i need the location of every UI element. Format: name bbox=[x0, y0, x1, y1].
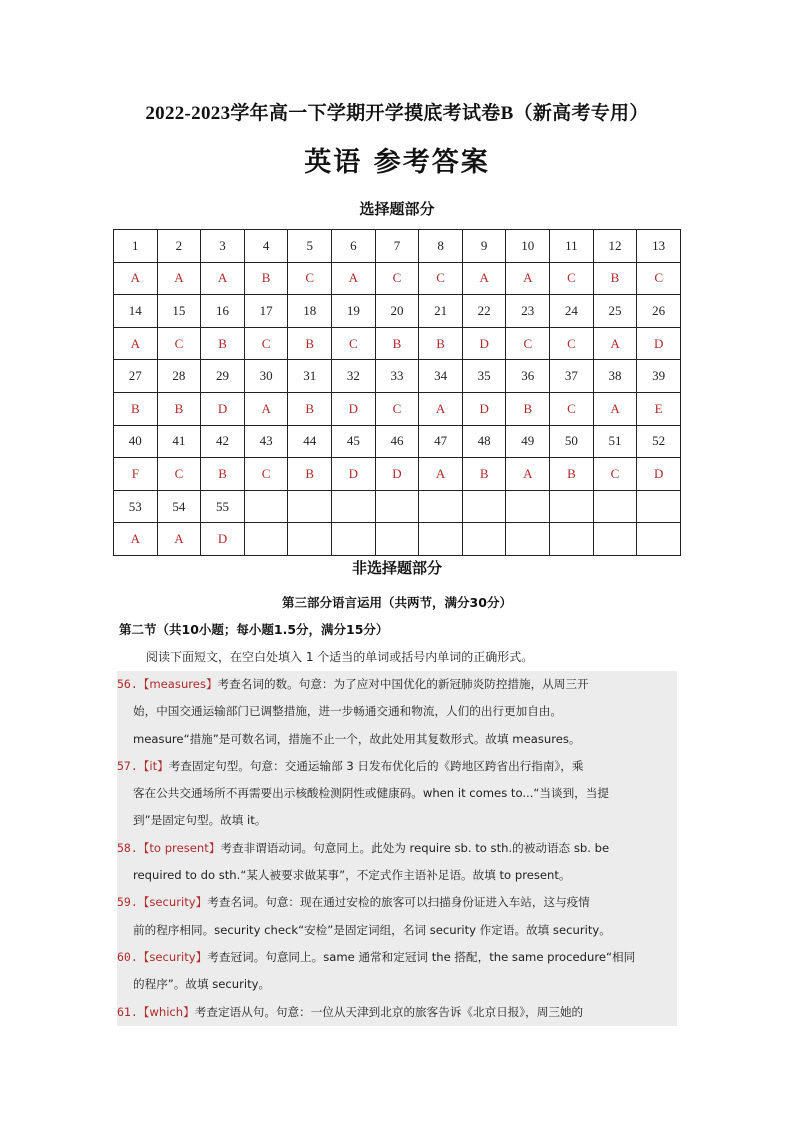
answer-cell: A bbox=[462, 262, 506, 295]
question-number-cell: 40 bbox=[114, 425, 158, 458]
explanation-text: 前的程序相同。security check“安检”是固定词组，名词 security 作定语。故填 security。 bbox=[133, 922, 611, 937]
question-number-cell: 49 bbox=[506, 425, 550, 458]
explanation-text: 考查非谓语动词。句意同上。此处为 require sb. to sth.的被动语态 sb. be bbox=[220, 840, 610, 855]
question-number-cell: 5 bbox=[288, 230, 332, 263]
answer-cell: A bbox=[114, 523, 158, 556]
explanation-line bbox=[117, 726, 677, 753]
answer-cell: C bbox=[157, 458, 201, 491]
answer-cell: A bbox=[332, 262, 376, 295]
answer-cell bbox=[550, 523, 594, 556]
question-number-cell: 12 bbox=[593, 230, 637, 263]
answer-cell: D bbox=[201, 523, 245, 556]
answer-cell: E bbox=[637, 392, 681, 425]
question-number-cell: 31 bbox=[288, 360, 332, 393]
question-number-cell: 44 bbox=[288, 425, 332, 458]
question-number-cell: 50 bbox=[550, 425, 594, 458]
answer-cell: C bbox=[332, 327, 376, 360]
part-title: 第三部分语言运用（共两节，满分30分） bbox=[282, 595, 512, 610]
explanation-text: 考查名词的数。句意：为了应对中国优化的新冠肺炎防控措施，从周三开 bbox=[217, 677, 589, 691]
answer-cell: D bbox=[637, 458, 681, 491]
explanation-line bbox=[117, 835, 677, 862]
explanation-line bbox=[117, 862, 677, 889]
nonchoice-section-heading: 非选择题部分 bbox=[351, 559, 442, 577]
answer-cell: B bbox=[506, 392, 550, 425]
answer-cell bbox=[462, 523, 506, 556]
answer-cell: C bbox=[550, 262, 594, 295]
item-number: 60. bbox=[117, 949, 138, 964]
explanation-line bbox=[117, 889, 677, 916]
answer-cell bbox=[506, 523, 550, 556]
item-answer-key: 【to present】 bbox=[137, 840, 221, 855]
question-number-cell: 47 bbox=[419, 425, 463, 458]
instruction-text: 阅读下面短文，在空白处填入 1 个适当的单词或括号内单词的正确形式。 bbox=[146, 650, 534, 664]
question-number-row bbox=[114, 230, 681, 263]
answer-cell: A bbox=[506, 262, 550, 295]
answer-explanation-item bbox=[117, 944, 677, 999]
answer-cell: C bbox=[288, 262, 332, 295]
answer-table bbox=[113, 229, 681, 556]
question-number-cell: 15 bbox=[157, 295, 201, 328]
question-number-cell: 35 bbox=[462, 360, 506, 393]
question-number-cell: 11 bbox=[550, 230, 594, 263]
answer-explanation-item bbox=[117, 889, 677, 944]
question-number-cell bbox=[375, 490, 419, 523]
question-number-cell: 53 bbox=[114, 490, 158, 523]
answer-row bbox=[114, 327, 681, 360]
question-number-row bbox=[114, 490, 681, 523]
answer-explanation-item bbox=[117, 835, 677, 890]
explanation-line bbox=[117, 698, 677, 725]
answer-cell: D bbox=[201, 392, 245, 425]
question-number-cell: 51 bbox=[593, 425, 637, 458]
answer-cell bbox=[288, 523, 332, 556]
answer-row bbox=[114, 392, 681, 425]
answer-cell: D bbox=[375, 458, 419, 491]
item-number: 56. bbox=[117, 677, 138, 691]
question-number-cell: 39 bbox=[637, 360, 681, 393]
question-number-cell: 19 bbox=[332, 295, 376, 328]
explanation-line bbox=[117, 780, 677, 807]
item-number: 61. bbox=[117, 1004, 138, 1019]
answer-cell: C bbox=[375, 392, 419, 425]
question-number-cell: 48 bbox=[462, 425, 506, 458]
answer-cell: A bbox=[244, 392, 288, 425]
question-number-cell bbox=[550, 490, 594, 523]
answer-cell: C bbox=[157, 327, 201, 360]
answer-cell: B bbox=[550, 458, 594, 491]
item-answer-key: 【it】 bbox=[137, 758, 169, 773]
exam-subtitle: 英语 参考答案 bbox=[304, 147, 490, 178]
answer-cell: B bbox=[244, 262, 288, 295]
answer-cell: C bbox=[550, 327, 594, 360]
question-number-cell: 26 bbox=[637, 295, 681, 328]
question-number-cell: 8 bbox=[419, 230, 463, 263]
answer-cell: C bbox=[593, 458, 637, 491]
item-answer-key: 【which】 bbox=[137, 1004, 195, 1019]
question-number-cell: 6 bbox=[332, 230, 376, 263]
question-number-cell: 7 bbox=[375, 230, 419, 263]
explanation-line bbox=[117, 671, 677, 698]
explanation-text: 考查名词。句意：现在通过安检的旅客可以扫描身份证进入车站，这与疫情 bbox=[207, 895, 590, 910]
question-number-cell: 21 bbox=[419, 295, 463, 328]
answer-cell bbox=[244, 523, 288, 556]
answer-cell: C bbox=[637, 262, 681, 295]
question-number-cell: 3 bbox=[201, 230, 245, 263]
question-number-cell: 23 bbox=[506, 295, 550, 328]
answer-cell: B bbox=[593, 262, 637, 295]
explanation-text: 客在公共交通场所不再需要出示核酸检测阴性或健康码。when it comes to...“当谈到，当提 bbox=[133, 786, 609, 801]
explanation-text: required to do sth.“某人被要求做某事”，不定式作主语补足语。故填 to present。 bbox=[133, 868, 571, 883]
question-number-cell: 45 bbox=[332, 425, 376, 458]
explanation-text: 考查冠词。句意同上。same 通常和定冠词 the 搭配，the same procedure“相同 bbox=[207, 949, 636, 964]
answer-cell bbox=[419, 523, 463, 556]
question-number-cell bbox=[244, 490, 288, 523]
question-number-cell: 52 bbox=[637, 425, 681, 458]
answer-cell bbox=[593, 523, 637, 556]
section-title: 第二节（共10小题；每小题1.5分，满分15分） bbox=[119, 622, 389, 637]
answer-cell: C bbox=[244, 327, 288, 360]
answer-explanation-item bbox=[117, 753, 677, 835]
answer-cell: B bbox=[201, 458, 245, 491]
answer-cell: D bbox=[462, 327, 506, 360]
answer-cell bbox=[332, 523, 376, 556]
explanation-text: 始，中国交通运输部门已调整措施，进一步畅通交通和物流，人们的出行更加自由。 bbox=[133, 704, 562, 719]
answer-cell: B bbox=[288, 327, 332, 360]
answer-cell: B bbox=[201, 327, 245, 360]
answer-cell: D bbox=[332, 392, 376, 425]
answer-cell: C bbox=[419, 262, 463, 295]
answer-row bbox=[114, 262, 681, 295]
answer-cell: A bbox=[593, 392, 637, 425]
question-number-cell bbox=[332, 490, 376, 523]
question-number-cell: 46 bbox=[375, 425, 419, 458]
explanation-text: 考查固定句型。句意：交通运输部 3 日发布优化后的《跨地区跨省出行指南》，乘 bbox=[168, 758, 584, 773]
question-number-cell: 43 bbox=[244, 425, 288, 458]
question-number-cell: 37 bbox=[550, 360, 594, 393]
question-number-row bbox=[114, 295, 681, 328]
question-number-cell: 28 bbox=[157, 360, 201, 393]
item-number: 59. bbox=[117, 895, 138, 910]
answer-cell: B bbox=[419, 327, 463, 360]
question-number-cell: 41 bbox=[157, 425, 201, 458]
question-number-cell: 55 bbox=[201, 490, 245, 523]
answer-explanation-item bbox=[117, 671, 677, 753]
answer-cell: C bbox=[506, 327, 550, 360]
explanation-line bbox=[117, 944, 677, 971]
question-number-cell: 4 bbox=[244, 230, 288, 263]
explanation-text: 到”是固定句型。故填 it。 bbox=[133, 813, 267, 828]
question-number-cell: 17 bbox=[244, 295, 288, 328]
question-number-cell: 10 bbox=[506, 230, 550, 263]
exam-title: 2022-2023学年高一下学期开学摸底考试卷B（新高考专用） bbox=[145, 103, 649, 124]
answer-cell bbox=[637, 523, 681, 556]
answer-cell bbox=[375, 523, 419, 556]
explanation-line bbox=[117, 807, 677, 834]
answer-cell: A bbox=[506, 458, 550, 491]
question-number-row bbox=[114, 425, 681, 458]
question-number-cell: 33 bbox=[375, 360, 419, 393]
explanation-line bbox=[117, 917, 677, 944]
answer-cell: D bbox=[332, 458, 376, 491]
answer-explanation-item bbox=[117, 999, 677, 1026]
item-number: 57. bbox=[117, 758, 138, 773]
question-number-cell: 38 bbox=[593, 360, 637, 393]
item-answer-key: 【measures】 bbox=[137, 677, 218, 691]
explanation-line bbox=[117, 999, 677, 1026]
question-number-cell: 24 bbox=[550, 295, 594, 328]
question-number-cell: 2 bbox=[157, 230, 201, 263]
answer-cell: A bbox=[114, 327, 158, 360]
question-number-cell: 27 bbox=[114, 360, 158, 393]
question-number-cell: 13 bbox=[637, 230, 681, 263]
question-number-cell: 29 bbox=[201, 360, 245, 393]
question-number-cell: 22 bbox=[462, 295, 506, 328]
question-number-cell: 20 bbox=[375, 295, 419, 328]
question-number-cell bbox=[637, 490, 681, 523]
answer-cell: B bbox=[114, 392, 158, 425]
answer-cell: A bbox=[419, 392, 463, 425]
explanation-line bbox=[117, 971, 677, 998]
choice-section-heading: 选择题部分 bbox=[359, 200, 435, 218]
question-number-cell bbox=[593, 490, 637, 523]
answer-cell: C bbox=[244, 458, 288, 491]
question-number-cell: 16 bbox=[201, 295, 245, 328]
answer-cell: B bbox=[157, 392, 201, 425]
question-number-cell bbox=[288, 490, 332, 523]
explanation-text: measure“措施”是可数名词，措施不止一个，故此处用其复数形式。故填 measures。 bbox=[133, 731, 581, 746]
question-number-cell: 25 bbox=[593, 295, 637, 328]
answer-cell: F bbox=[114, 458, 158, 491]
question-number-cell: 42 bbox=[201, 425, 245, 458]
question-number-cell: 30 bbox=[244, 360, 288, 393]
question-number-cell: 9 bbox=[462, 230, 506, 263]
answer-explanations bbox=[117, 671, 677, 1026]
answer-cell: A bbox=[593, 327, 637, 360]
answer-cell: A bbox=[157, 523, 201, 556]
answer-cell: A bbox=[419, 458, 463, 491]
item-answer-key: 【security】 bbox=[137, 895, 208, 910]
question-number-cell bbox=[506, 490, 550, 523]
question-number-cell: 36 bbox=[506, 360, 550, 393]
item-number: 58. bbox=[117, 840, 138, 855]
question-number-cell: 1 bbox=[114, 230, 158, 263]
answer-cell: C bbox=[375, 262, 419, 295]
answer-cell: B bbox=[375, 327, 419, 360]
answer-cell: D bbox=[637, 327, 681, 360]
explanation-line bbox=[117, 753, 677, 780]
question-number-cell: 14 bbox=[114, 295, 158, 328]
explanation-text: 的程序”。故填 security。 bbox=[133, 977, 271, 992]
question-number-cell: 54 bbox=[157, 490, 201, 523]
answer-cell: A bbox=[157, 262, 201, 295]
answer-cell: B bbox=[462, 458, 506, 491]
answer-row bbox=[114, 458, 681, 491]
question-number-cell: 34 bbox=[419, 360, 463, 393]
answer-cell: B bbox=[288, 392, 332, 425]
item-answer-key: 【security】 bbox=[137, 949, 208, 964]
answer-cell: A bbox=[114, 262, 158, 295]
question-number-cell: 18 bbox=[288, 295, 332, 328]
answer-cell: A bbox=[201, 262, 245, 295]
question-number-cell: 32 bbox=[332, 360, 376, 393]
answer-row bbox=[114, 523, 681, 556]
question-number-cell bbox=[462, 490, 506, 523]
answer-cell: C bbox=[550, 392, 594, 425]
question-number-row bbox=[114, 360, 681, 393]
answer-cell: D bbox=[462, 392, 506, 425]
question-number-cell bbox=[419, 490, 463, 523]
answer-cell: B bbox=[288, 458, 332, 491]
explanation-text: 考查定语从句。句意：一位从天津到北京的旅客告诉《北京日报》，周三她的 bbox=[194, 1004, 584, 1019]
